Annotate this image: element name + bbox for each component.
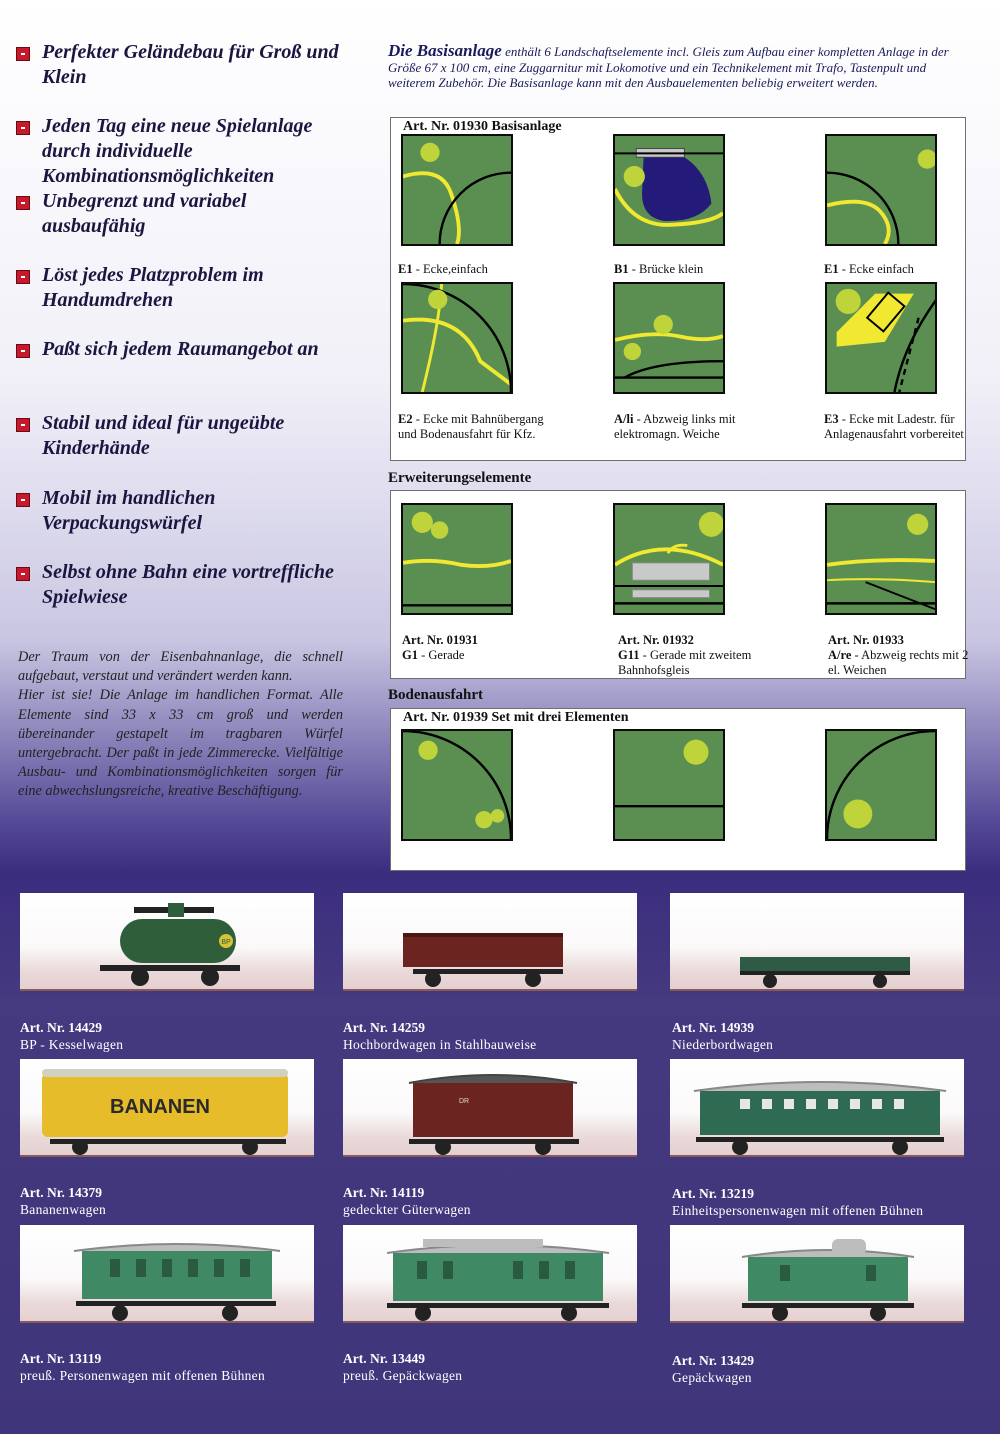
tile-e2 (401, 282, 513, 394)
feature-item: Löst jedes Platzproblem im Handumdrehen (16, 263, 346, 337)
product-name: BP - Kesselwagen (20, 1037, 124, 1052)
product-name: Gepäckwagen (672, 1370, 752, 1385)
tile-e3 (825, 282, 937, 394)
boden-box-title: Art. Nr. 01939 Set mit drei Elementen (403, 710, 629, 725)
basis-heading: Die Basisanlage (388, 41, 502, 60)
product-art-number: Art. Nr. 14119 (343, 1185, 425, 1200)
product-name: Bananenwagen (20, 1202, 107, 1217)
product-name: Einheitspersonenwagen mit offenen Bühnen (672, 1203, 924, 1218)
product-photo-passenger-coach (670, 1059, 964, 1157)
product-photo-prussian-coach (20, 1225, 314, 1323)
tile-caption: Art. Nr. 01932 G11 - Gerade mit zweitem Bahnhofsgleis (618, 633, 752, 677)
bullet-icon (16, 344, 30, 358)
tile-caption: E1 - Ecke einfach (824, 262, 914, 276)
product-art-number: Art. Nr. 13119 (20, 1351, 102, 1366)
feature-item: Jeden Tag eine neue Spielanlage durch individuelle Kombinationsmöglichkeiten (16, 114, 346, 188)
product-art-number: Art. Nr. 14259 (343, 1020, 425, 1035)
product-art-number: Art. Nr. 14379 (20, 1185, 102, 1200)
tile-a-re (825, 503, 937, 615)
tile-boden-2 (613, 729, 725, 841)
tile-e1 (401, 134, 513, 246)
boden-title: Bodenausfahrt (388, 687, 484, 703)
feature-item: Paßt sich jedem Raumangebot an (16, 337, 346, 411)
product-name: Hochbordwagen in Stahlbauweise (343, 1037, 537, 1052)
tile-boden-1 (401, 729, 513, 841)
tile-caption: A/li - Abzweig links mit elektromagn. Weiche (614, 412, 736, 441)
product-name: gedeckter Güterwagen (343, 1202, 471, 1217)
product-photo-prussian-baggage (343, 1225, 637, 1323)
intro-text: Der Traum von der Eisenbahnanlage, die schnell aufgebaut, verstaut und verändert werden kann. Hier ist sie! Die Anlage im handlichen Format. Alle Elemente sind 33 x 33 cm groß und werden übereinander gestapelt im tragbaren Würfel untergebracht. Der paßt in jede Zimmerecke. Vielfältige Ausbau- und Kombinationsmöglichkeiten sorgen für eine abwechslungsreiche, kreative Beschäftigung. (18, 649, 343, 800)
feature-item: Unbegrenzt und variabel ausbaufähig (16, 189, 346, 263)
tile-caption: E1 - Ecke,einfach (398, 262, 488, 276)
product-photo-flat-wagon (670, 893, 964, 991)
bullet-icon (16, 196, 30, 210)
feature-item: Stabil und ideal für ungeübte Kinderhände (16, 411, 346, 485)
tile-caption: E2 - Ecke mit Bahnübergang und Bodenausfahrt für Kfz. (398, 412, 544, 441)
erweiterung-title: Erweiterungselemente (388, 470, 532, 486)
bullet-icon (16, 567, 30, 581)
basis-text: enthält 6 Landschaftselemente incl. Gleis zum Aufbau einer kompletten Anlage in der Größe 67 x 100 cm, eine Zuggarnitur mit Lokomotive und ein Technikelement mit Trafo, Tastenpult und weiterem Zubehör. Die Basisanlage kann mit den Ausbauelementen beliebig erweitert werden. (388, 44, 949, 90)
bananen-logo-text: BANANEN (110, 1096, 210, 1118)
product-name: preuß. Gepäckwagen (343, 1368, 463, 1383)
product-photo-tank-wagon (20, 893, 314, 991)
bullet-icon (16, 418, 30, 432)
tile-caption: Art. Nr. 01933 A/re - Abzweig rechts mit 2 el. Weichen (828, 633, 969, 677)
tile-boden-3 (825, 729, 937, 841)
product-photo-open-wagon (343, 893, 637, 991)
feature-item: Mobil im handlichen Verpackungswürfel (16, 486, 346, 560)
bullet-icon (16, 270, 30, 284)
dr-logo-text: DR (459, 1098, 470, 1105)
bullet-icon (16, 121, 30, 135)
tile-caption: Art. Nr. 01931 G1 - Gerade (402, 633, 478, 662)
tile-caption: B1 - Brücke klein (614, 262, 704, 276)
product-art-number: Art. Nr. 13429 (672, 1353, 754, 1368)
feature-item: Perfekter Geländebau für Groß und Klein (16, 40, 346, 114)
product-name: preuß. Personenwagen mit offenen Bühnen (20, 1368, 266, 1383)
product-art-number: Art. Nr. 14429 (20, 1020, 102, 1035)
product-name: Niederbordwagen (672, 1037, 774, 1052)
product-photo-banana-wagon (20, 1059, 314, 1157)
tile-e1-2 (825, 134, 937, 246)
product-photo-covered-wagon (343, 1059, 637, 1157)
basis-box-title: Art. Nr. 01930 Basisanlage (403, 119, 562, 134)
bp-logo-text: BP (221, 939, 231, 946)
bullet-icon (16, 47, 30, 61)
tile-a-li (613, 282, 725, 394)
product-art-number: Art. Nr. 13219 (672, 1186, 754, 1201)
tile-b1 (613, 134, 725, 246)
bullet-icon (16, 493, 30, 507)
basis-description (388, 43, 968, 91)
product-art-number: Art. Nr. 14939 (672, 1020, 754, 1035)
feature-list (16, 40, 346, 634)
feature-item: Selbst ohne Bahn eine vortreffliche Spielwiese (16, 560, 346, 634)
tile-caption: E3 - Ecke mit Ladestr. für Anlagenausfahrt vorbereitet (824, 412, 964, 441)
product-photo-baggage-wagon (670, 1225, 964, 1323)
tile-g1 (401, 503, 513, 615)
product-art-number: Art. Nr. 13449 (343, 1351, 425, 1366)
tile-g11 (613, 503, 725, 615)
